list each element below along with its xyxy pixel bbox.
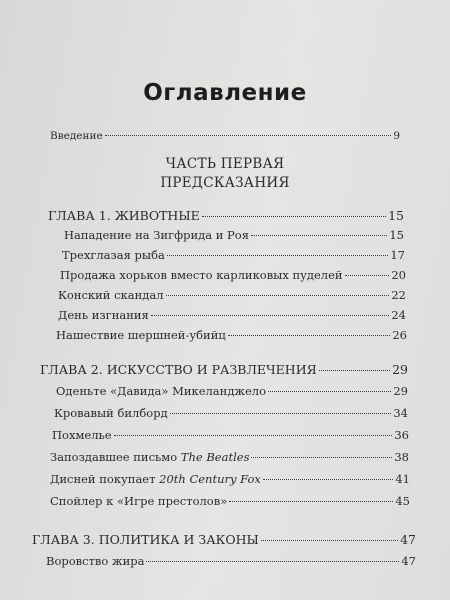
toc-entry-page: 45 bbox=[395, 494, 410, 508]
leader-dots bbox=[170, 413, 392, 414]
toc-entry-label: Оденьте «Давида» Микеланджело bbox=[56, 384, 267, 398]
toc-entry-label: Спойлер к «Игре престолов» bbox=[50, 494, 228, 508]
entry-label-italic: The Beatles bbox=[180, 450, 250, 464]
chapter-page: 15 bbox=[388, 208, 404, 223]
toc-entry-label: Продажа хорьков вместо карликовых пуделей bbox=[60, 268, 343, 282]
chapter-label: ГЛАВА 1. ЖИВОТНЫЕ bbox=[48, 208, 200, 223]
leader-dots bbox=[202, 216, 386, 217]
leader-dots bbox=[251, 457, 392, 458]
leader-dots bbox=[229, 501, 393, 502]
toc-chapter-3 bbox=[32, 532, 416, 547]
toc-entry bbox=[58, 288, 406, 302]
toc-entry bbox=[60, 268, 406, 282]
toc-entry-page: 20 bbox=[391, 268, 406, 282]
toc-entry-page: 15 bbox=[389, 228, 404, 242]
part-heading-line2: ПРЕДСКАЗАНИЯ bbox=[160, 175, 290, 191]
toc-entry bbox=[62, 248, 405, 262]
toc-entry-page: 17 bbox=[390, 248, 405, 262]
toc-entry bbox=[50, 450, 409, 464]
toc-entry-label: Похмелье bbox=[52, 428, 112, 442]
toc-entry-page: 47 bbox=[401, 554, 416, 568]
leader-dots bbox=[151, 315, 390, 316]
toc-entry bbox=[50, 494, 410, 508]
leader-dots bbox=[114, 435, 393, 436]
entry-label-text: Запоздавшее письмо bbox=[50, 450, 181, 464]
toc-entry-page: 9 bbox=[393, 130, 400, 142]
toc-entry-page: 29 bbox=[393, 384, 408, 398]
toc-entry bbox=[46, 554, 416, 568]
leader-dots bbox=[345, 275, 390, 276]
toc-entry bbox=[50, 472, 410, 486]
chapter-label: ГЛАВА 3. ПОЛИТИКА И ЗАКОНЫ bbox=[32, 532, 259, 547]
toc-entry-label: Нашествие шершней-убийц bbox=[56, 328, 226, 342]
toc-entry-page: 24 bbox=[391, 308, 406, 322]
toc-chapter-1 bbox=[48, 208, 404, 223]
entry-label-italic: 20th Century Fox bbox=[159, 472, 261, 486]
toc-entry-label: Конский скандал bbox=[58, 288, 164, 302]
toc-entry bbox=[56, 384, 408, 398]
toc-entry-label: День изгнания bbox=[58, 308, 149, 322]
toc-entry-intro bbox=[50, 130, 400, 142]
toc-entry bbox=[56, 328, 407, 342]
part-heading-line1: ЧАСТЬ ПЕРВАЯ bbox=[165, 156, 285, 172]
toc-entry-label bbox=[50, 472, 261, 486]
toc-entry-label: Трехглазая рыба bbox=[62, 248, 165, 262]
toc-entry bbox=[64, 228, 404, 242]
leader-dots bbox=[167, 255, 389, 256]
toc-entry bbox=[54, 406, 408, 420]
toc-entry-page: 34 bbox=[393, 406, 408, 420]
toc-entry-page: 22 bbox=[391, 288, 406, 302]
toc-entry-page: 26 bbox=[392, 328, 407, 342]
leader-dots bbox=[166, 295, 390, 296]
toc-entry-label: Воровство жира bbox=[46, 554, 145, 568]
chapter-page: 29 bbox=[392, 362, 408, 377]
leader-dots bbox=[105, 135, 392, 136]
toc-entry bbox=[58, 308, 406, 322]
toc-entry bbox=[52, 428, 409, 442]
toc-entry-page: 36 bbox=[394, 428, 409, 442]
leader-dots bbox=[251, 235, 387, 236]
toc-entry-page: 38 bbox=[394, 450, 409, 464]
chapter-label: ГЛАВА 2. ИСКУССТВО И РАЗВЛЕЧЕНИЯ bbox=[40, 362, 317, 377]
leader-dots bbox=[268, 391, 391, 392]
toc-entry-label bbox=[50, 450, 249, 464]
page-title: Оглавление bbox=[143, 80, 307, 106]
toc-entry-label: Кровавый билборд bbox=[54, 406, 168, 420]
leader-dots bbox=[319, 370, 390, 371]
leader-dots bbox=[228, 335, 391, 336]
toc-chapter-2 bbox=[40, 362, 408, 377]
chapter-page: 47 bbox=[400, 532, 416, 547]
toc-entry-label: Нападение на Зигфрида и Роя bbox=[64, 228, 249, 242]
leader-dots bbox=[261, 540, 398, 541]
entry-label-text: Дисней покупает bbox=[50, 472, 160, 486]
leader-dots bbox=[146, 561, 399, 562]
leader-dots bbox=[263, 479, 393, 480]
toc-entry-label: Введение bbox=[50, 130, 103, 142]
toc-entry-page: 41 bbox=[395, 472, 410, 486]
